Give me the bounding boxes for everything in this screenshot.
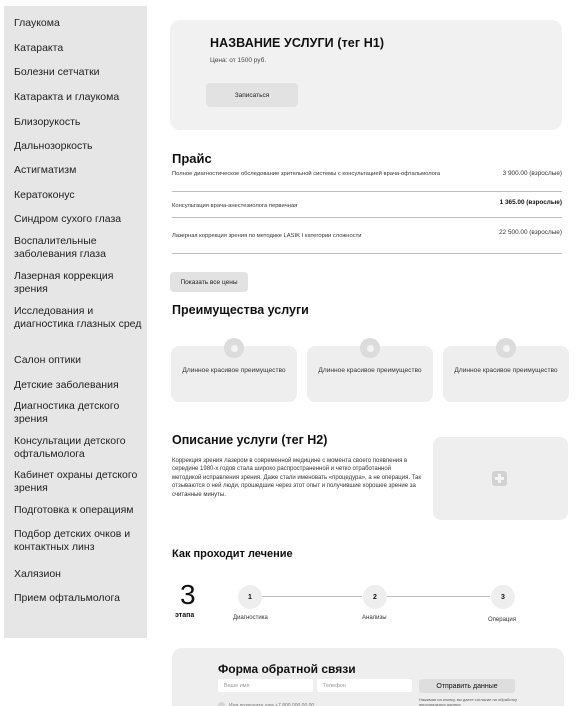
show-all-prices-button[interactable]: Показать все цены bbox=[170, 272, 248, 292]
sidebar-item-chalazion[interactable]: Халязион bbox=[14, 568, 61, 580]
page-title: НАЗВАНИЕ УСЛУГИ (тег H1) bbox=[210, 36, 385, 50]
image-placeholder-icon bbox=[492, 471, 507, 486]
sidebar-item-hyperopia[interactable]: Дальнозоркость bbox=[14, 140, 93, 152]
phone-input[interactable] bbox=[317, 679, 412, 692]
price-heading: Прайс bbox=[172, 151, 212, 166]
description-text: Коррекция зрения лазером в современной медицине с момента своего появления в середине 1980-х годов стала широко распространенной и четко отработанной методикой исправления зрения. Даже стали именовать «процедура», а не операция. Так отзываются о ней люди, прошедшие через этот опыт и получившие хорошее зрение за считанные минуты. bbox=[172, 458, 422, 498]
form-title: Форма обратной связи bbox=[218, 662, 356, 676]
benefit-text: Длинное красивое преимущество bbox=[318, 367, 422, 374]
price-row-name: Консультация врача-анестезиолога первичная bbox=[172, 203, 298, 209]
consent-note: Нажимая на кнопку, вы даете согласие на обработку персональных данных bbox=[419, 697, 518, 706]
sidebar-item-cataract[interactable]: Катаракта bbox=[14, 42, 64, 54]
sidebar-item-keratoconus[interactable]: Кератоконус bbox=[14, 189, 75, 201]
callback-radio[interactable] bbox=[218, 702, 225, 706]
sidebar-item-optics[interactable]: Салон оптики bbox=[14, 354, 81, 366]
description-image-placeholder bbox=[433, 437, 568, 520]
step-connector bbox=[259, 596, 362, 597]
benefit-card bbox=[171, 346, 297, 402]
step-label: Операция bbox=[488, 617, 516, 623]
benefit-card bbox=[307, 346, 433, 402]
book-button[interactable]: Записаться bbox=[206, 83, 298, 107]
sidebar-item-child-diagnostics[interactable]: Диагностика детского зрения bbox=[14, 400, 120, 425]
stages-label: этапа bbox=[175, 612, 195, 619]
price-row bbox=[172, 218, 562, 254]
process-heading: Как проходит лечение bbox=[172, 548, 293, 560]
step-connector bbox=[386, 596, 490, 597]
step-label: Анализы bbox=[362, 615, 387, 621]
benefit-icon bbox=[496, 338, 516, 358]
benefit-text: Длинное красивое преимущество bbox=[182, 367, 286, 374]
stages-count: 3 bbox=[180, 579, 196, 610]
price-row-value: 1 365.00 (взрослые) bbox=[499, 199, 562, 206]
sidebar-item-diagnostics[interactable]: Исследования и диагностика глазных сред bbox=[14, 305, 142, 330]
sidebar-item-child-glasses[interactable]: Подбор детских очков и контактных линз bbox=[14, 528, 131, 553]
step-circle: 1 bbox=[238, 585, 262, 609]
service-price: Цена: от 1500 руб. bbox=[210, 57, 267, 64]
price-row-value: 22 500.00 (взрослые) bbox=[499, 229, 562, 236]
step-label: Диагностика bbox=[233, 615, 268, 621]
sidebar-item-surgery-prep[interactable]: Подготовка к операциям bbox=[14, 504, 134, 516]
description-heading: Описание услуги (тег H2) bbox=[172, 433, 328, 447]
step-circle: 2 bbox=[363, 585, 387, 609]
sidebar-item-inflammatory[interactable]: Воспалительные заболевания глаза bbox=[14, 235, 106, 260]
callback-label: Или позвоните нам +7 800 000 00 00 bbox=[229, 703, 315, 706]
sidebar-item-astigmatism[interactable]: Астигматизм bbox=[14, 164, 77, 176]
price-row-name: Лазерная коррекция зрения по методике LASIK I категории сложности bbox=[172, 233, 362, 239]
sidebar-item-dry-eye[interactable]: Синдром сухого глаза bbox=[14, 213, 122, 225]
benefit-icon bbox=[360, 338, 380, 358]
name-input[interactable] bbox=[218, 679, 313, 692]
sidebar-item-glaucoma[interactable]: Глаукома bbox=[14, 17, 60, 29]
price-row-value: 3 900.00 (взрослые) bbox=[502, 170, 562, 177]
sidebar-menu bbox=[4, 6, 147, 638]
feedback-form bbox=[172, 648, 564, 706]
sidebar-item-ophthalmologist[interactable]: Прием офтальмолога bbox=[14, 592, 120, 604]
sidebar-item-child-vision-room[interactable]: Кабинет охраны детского зрения bbox=[14, 469, 138, 494]
sidebar-item-retina[interactable]: Болезни сетчатки bbox=[14, 66, 100, 78]
benefit-text: Длинное красивое преимущество bbox=[454, 367, 558, 374]
sidebar-item-child-consult[interactable]: Консультации детского офтальмолога bbox=[14, 435, 126, 460]
submit-button[interactable]: Отправить данные bbox=[419, 679, 515, 693]
price-row bbox=[172, 168, 562, 192]
service-hero-card bbox=[170, 20, 562, 130]
benefits-heading: Преимущества услуги bbox=[172, 303, 309, 317]
price-row bbox=[172, 192, 562, 218]
step-circle: 3 bbox=[491, 585, 515, 609]
sidebar-item-children[interactable]: Детские заболевания bbox=[14, 379, 119, 391]
sidebar-item-myopia[interactable]: Близорукость bbox=[14, 116, 81, 128]
price-row-name: Полное диагностическое обследование зрительной системы с консультацией врача-офтальмолога bbox=[172, 171, 441, 177]
sidebar-item-laser-correction[interactable]: Лазерная коррекция зрения bbox=[14, 270, 114, 295]
benefit-card bbox=[443, 346, 569, 402]
benefit-icon bbox=[224, 338, 244, 358]
sidebar-item-cataract-glaucoma[interactable]: Катаракта и глаукома bbox=[14, 91, 120, 103]
